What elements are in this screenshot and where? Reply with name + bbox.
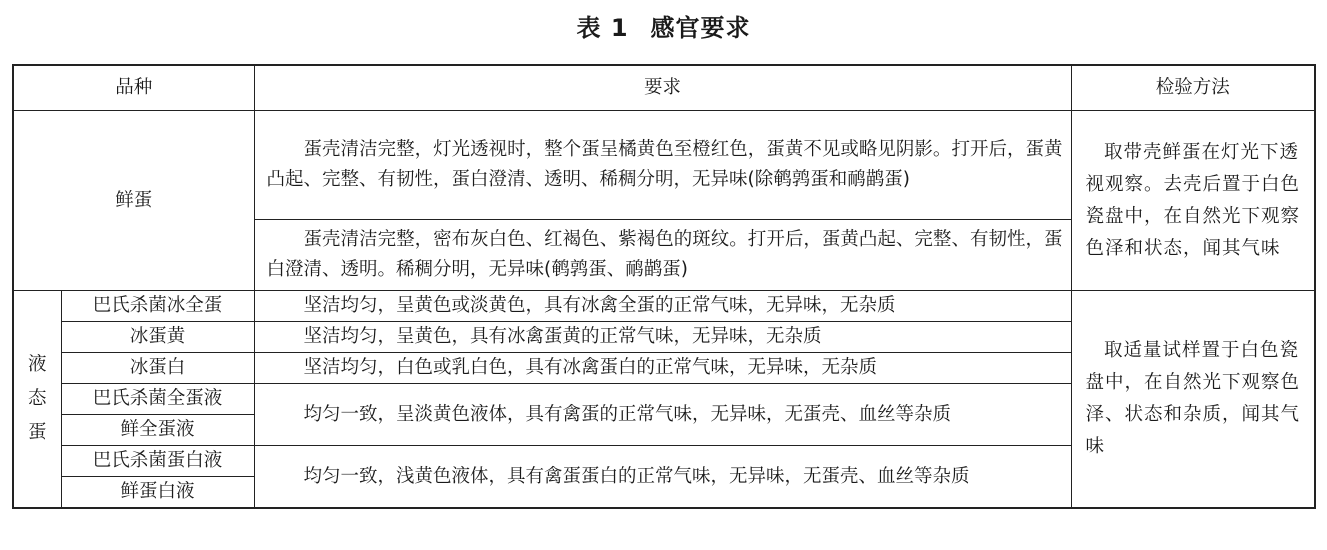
sensory-requirements-table (12, 64, 1316, 509)
liquid-egg-row-1 (13, 291, 1315, 322)
header-requirement: 要求 (254, 65, 1071, 111)
liquid-egg-item-name: 鲜全蛋液 (61, 415, 254, 446)
fresh-egg-requirement-1: 蛋壳清洁完整，灯光透视时，整个蛋呈橘黄色至橙红色，蛋黄不见或略见阴影。打开后，蛋黄凸起、完整、有韧性，蛋白澄清、透明、稀稠分明，无异味(除鹌鹑蛋和鸸鹋蛋) (254, 111, 1071, 220)
table-number: 表 1 (576, 14, 629, 42)
liquid-egg-item-name: 冰蛋白 (61, 353, 254, 384)
fresh-egg-method: 取带壳鲜蛋在灯光下透视观察。去壳后置于白色瓷盘中，在自然光下观察色泽和状态，闻其气味 (1071, 111, 1315, 291)
liquid-egg-requirement: 坚洁均匀，呈黄色，具有冰禽蛋黄的正常气味，无异味，无杂质 (254, 322, 1071, 353)
fresh-egg-row-1 (13, 111, 1315, 220)
liquid-egg-item-name: 巴氏杀菌蛋白液 (61, 446, 254, 477)
header-row (13, 65, 1315, 111)
liquid-egg-group-label: 液态蛋 (13, 291, 61, 509)
liquid-egg-item-name: 巴氏杀菌全蛋液 (61, 384, 254, 415)
liquid-egg-item-name: 冰蛋黄 (61, 322, 254, 353)
whole-egg-liquid-requirement: 均匀一致，呈淡黄色液体，具有禽蛋的正常气味，无异味，无蛋壳、血丝等杂质 (254, 384, 1071, 446)
liquid-egg-item-name: 巴氏杀菌冰全蛋 (61, 291, 254, 322)
liquid-egg-requirement: 坚洁均匀，白色或乳白色，具有冰禽蛋白的正常气味，无异味，无杂质 (254, 353, 1071, 384)
liquid-egg-item-name: 鲜蛋白液 (61, 477, 254, 509)
table-caption (0, 8, 1327, 43)
egg-white-liquid-requirement: 均匀一致，浅黄色液体，具有禽蛋蛋白的正常气味，无异味，无蛋壳、血丝等杂质 (254, 446, 1071, 509)
header-method: 检验方法 (1071, 65, 1315, 111)
table-title: 感官要求 (650, 14, 751, 42)
liquid-egg-requirement: 坚洁均匀，呈黄色或淡黄色，具有冰禽全蛋的正常气味，无异味，无杂质 (254, 291, 1071, 322)
header-variety: 品种 (13, 65, 254, 111)
liquid-egg-method: 取适量试样置于白色瓷盘中，在自然光下观察色泽、状态和杂质，闻其气味 (1071, 291, 1315, 509)
fresh-egg-requirement-2: 蛋壳清洁完整，密布灰白色、红褐色、紫褐色的斑纹。打开后，蛋黄凸起、完整、有韧性，蛋白澄清、透明。稀稠分明，无异味(鹌鹑蛋、鸸鹋蛋) (254, 220, 1071, 291)
fresh-egg-name: 鲜蛋 (13, 111, 254, 291)
